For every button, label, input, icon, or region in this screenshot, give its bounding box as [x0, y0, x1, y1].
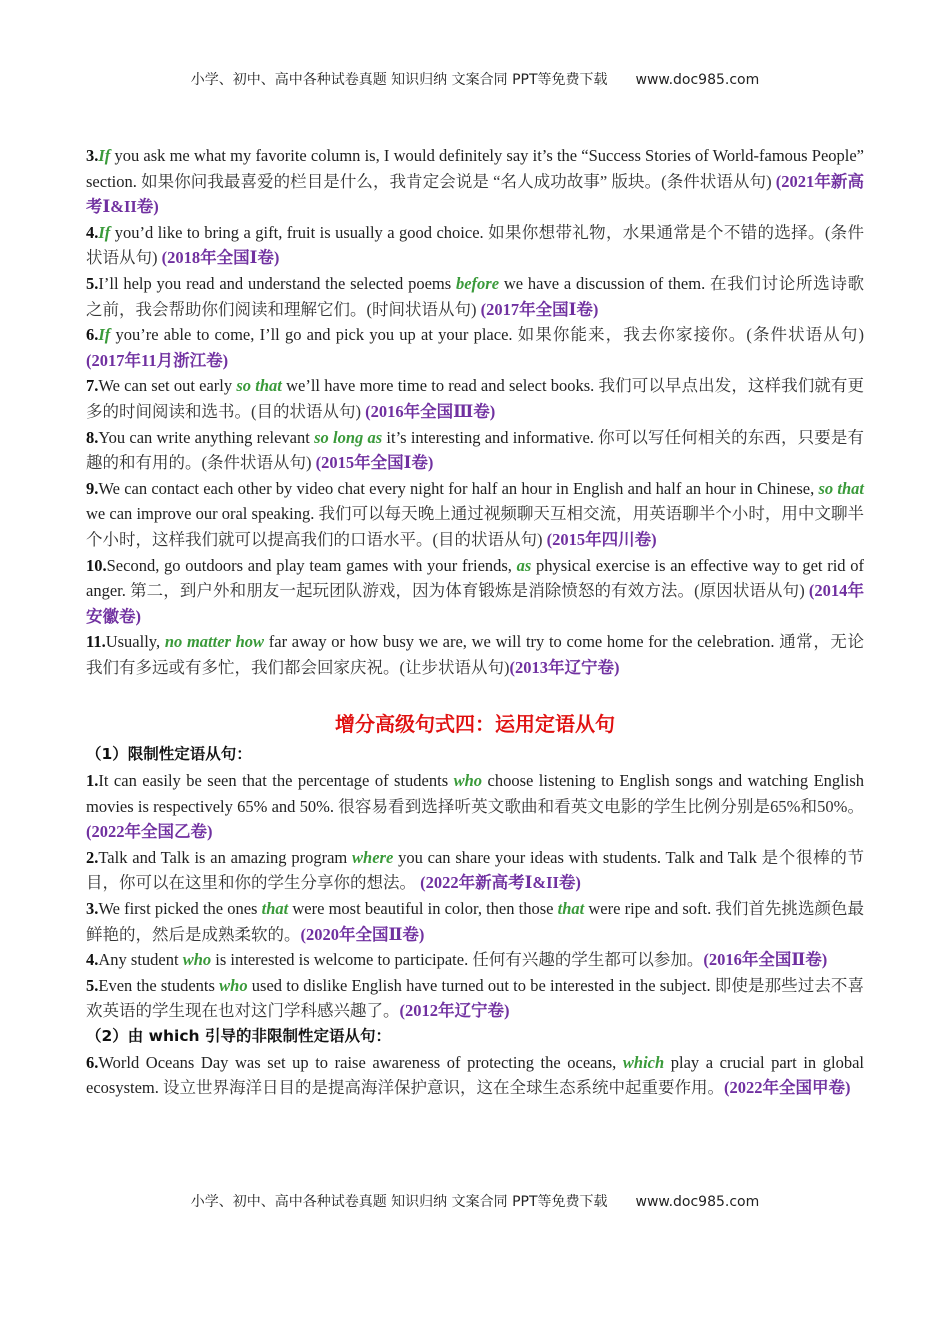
footer-banner: [0, 1191, 950, 1211]
item-keyword: before: [455, 273, 500, 293]
item-text: physical exercise is an effective way to get rid of anger.: [86, 555, 864, 601]
item-number: 4.: [86, 222, 99, 242]
item-number: 1.: [86, 771, 99, 791]
item-number: 9.: [86, 478, 99, 498]
header-banner-text: 小学、初中、高中各种试卷真题 知识归纳 文案合同 PPT等免费下载: [190, 72, 608, 88]
item-text: were most beautiful in color, then those: [288, 899, 558, 919]
header-banner-url[interactable]: www.doc985.com: [635, 72, 760, 88]
item-text: You can write anything relevant: [98, 427, 315, 447]
item-keyword: that: [557, 899, 585, 919]
item-text: World Oceans Day was set up to raise awareness of protecting the oceans,: [98, 1052, 623, 1072]
item-keyword: who: [219, 975, 248, 995]
item-number: 7.: [86, 376, 99, 396]
item-number: 3.: [86, 899, 99, 919]
item-translation: 我们可以每天晚上通过视频聊天互相交流，用英语聊半个小时，用中文聊半个小时，这样我们就可以提高我们的口语水平。(目的状语从句): [86, 504, 864, 549]
subsection-restrictive: （1）限制性定语从句：: [86, 745, 252, 764]
item-keyword: that: [261, 899, 289, 919]
item-number: 10.: [86, 555, 107, 575]
item-text: you’re able to come, I’ll go and pick you up at your place.: [110, 325, 518, 345]
example-item: [86, 896, 864, 947]
item-translation: 通常，无论我们有多远或有多忙，我们都会回家庆祝。(让步状语从句): [86, 632, 864, 677]
item-source: (2020年全国Ⅱ卷): [300, 924, 425, 944]
item-number: 5.: [86, 975, 99, 995]
item-keyword: as: [516, 555, 532, 575]
item-number: 8.: [86, 427, 99, 447]
item-number: 2.: [86, 847, 99, 867]
item-text: were ripe and soft.: [584, 899, 716, 919]
item-number: 3.: [86, 146, 99, 165]
item-text: play a crucial part in global ecosystem.: [86, 1052, 864, 1098]
example-item: [86, 553, 864, 630]
item-text: we can improve our oral speaking.: [86, 504, 319, 524]
item-source: (2013年辽宁卷): [509, 657, 620, 677]
item-source: (2015年四川卷): [546, 529, 657, 549]
item-text: Talk and Talk is an amazing program: [98, 847, 353, 867]
item-keyword: so that: [236, 376, 282, 396]
item-translation: 设立世界海洋日目的是提高海洋保护意识，这在全球生态系统中起重要作用。: [162, 1078, 724, 1098]
item-translation: 如果你能来，我去你家接你。(条件状语从句): [517, 325, 864, 345]
example-item: [86, 1050, 864, 1101]
item-source: (2016年全国Ⅲ卷): [365, 401, 496, 421]
item-text: you’d like to bring a gift, fruit is usually a good choice.: [110, 222, 489, 242]
example-item: [86, 947, 864, 973]
section-title: 增分高级句式四：运用定语从句: [335, 712, 615, 737]
example-item: [86, 973, 864, 1024]
item-text: Usually,: [105, 632, 165, 652]
item-text: We first picked the ones: [98, 899, 262, 919]
item-keyword: which: [622, 1052, 665, 1072]
item-number: 6.: [86, 325, 99, 345]
item-text: choose listening to English songs and watching English movies is respectively 65% and 50%.: [86, 771, 864, 816]
item-number: 11.: [86, 632, 106, 652]
item-text: it’s interesting and informative.: [382, 427, 599, 447]
item-source: (2022年新高考Ⅰ&II卷): [420, 873, 581, 893]
item-translation: 即使是那些过去不喜欢英语的学生现在也对这门学科感兴趣了。: [86, 975, 864, 1021]
example-item: [86, 271, 864, 322]
item-source: (2014年安徽卷): [86, 581, 864, 626]
example-item: [86, 768, 864, 845]
header-banner: [0, 69, 950, 89]
item-text: Any student: [98, 950, 183, 970]
example-item: [86, 629, 864, 680]
item-keyword: If: [98, 325, 111, 345]
item-translation: 是个很棒的节目，你可以在这里和你的学生分享你的想法。: [86, 847, 864, 893]
item-source: (2015年全国Ⅰ卷): [315, 453, 434, 473]
item-source: (2018年全国Ⅰ卷): [161, 248, 280, 268]
item-translation: 我们可以早点出发，这样我们就有更多的时间阅读和选书。(目的状语从句): [86, 376, 864, 421]
item-text: used to dislike English have turned out to be interested in the subject.: [247, 975, 715, 995]
item-text: I’ll help you read and understand the selected poems: [98, 273, 456, 293]
item-source: (2017年全国Ⅰ卷): [480, 299, 599, 319]
item-keyword: If: [98, 146, 111, 165]
item-keyword: If: [98, 222, 111, 242]
item-text: We can contact each other by video chat every night for half an hour in English and half an hour in Chinese,: [98, 478, 819, 498]
item-text: we’ll have more time to read and select books.: [281, 376, 599, 396]
item-translation: 第二，到户外和朋友一起玩团队游戏，因为体育锻炼是消除愤怒的有效方法。(原因状语从句): [130, 581, 809, 601]
item-source: (2016年全国Ⅱ卷): [703, 950, 828, 970]
item-source: (2022年全国甲卷): [723, 1078, 851, 1098]
footer-banner-url[interactable]: www.doc985.com: [635, 1194, 760, 1210]
example-item: [86, 845, 864, 896]
item-source: (2017年11月浙江卷): [86, 350, 229, 370]
item-source: (2012年辽宁卷): [399, 1001, 510, 1021]
item-number: 5.: [86, 273, 99, 293]
item-keyword: where: [352, 847, 394, 867]
item-number: 4.: [86, 950, 99, 970]
item-translation: 很容易看到选择听英文歌曲和看英文电影的学生比例分别是65%和50%。: [338, 796, 864, 816]
subsection-nonrestrictive: （2）由 which 引导的非限制性定语从句：: [86, 1027, 391, 1045]
footer-banner-text: 小学、初中、高中各种试卷真题 知识归纳 文案合同 PPT等免费下载: [190, 1194, 608, 1210]
item-source: (2021年新高考Ⅰ&II卷): [86, 171, 864, 217]
example-item: [86, 373, 864, 424]
item-translation: 在我们讨论所选诗歌之前，我会帮助你们阅读和理解它们。(时间状语从句): [86, 273, 864, 319]
example-item: [86, 220, 864, 271]
item-text: you can share your ideas with students. Talk and Talk: [393, 847, 762, 867]
item-text: we have a discussion of them.: [499, 273, 711, 293]
item-translation: 如果你问我最喜爱的栏目是什么，我肯定会说是 “名人成功故事” 版块。(条件状语从句): [141, 171, 776, 191]
item-keyword: who: [182, 950, 212, 970]
item-translation: 我们首先挑选颜色最鲜艳的，然后是成熟柔软的。: [86, 899, 864, 944]
item-number: 6.: [86, 1052, 99, 1072]
example-item: [86, 143, 864, 220]
item-keyword: so long as: [314, 427, 383, 447]
item-text: We can set out early: [98, 376, 237, 396]
item-text: It can easily be seen that the percentage of students: [98, 771, 454, 791]
item-keyword: so that: [818, 478, 864, 498]
item-text: is interested is welcome to participate.: [211, 950, 473, 970]
example-item: [86, 476, 864, 553]
item-translation: 如果你想带礼物，水果通常是个不错的选择。(条件状语从句): [86, 222, 864, 268]
example-item: [86, 425, 864, 476]
item-translation: 任何有兴趣的学生都可以参加。: [472, 950, 704, 970]
item-translation: 你可以写任何相关的东西，只要是有趣的和有用的。(条件状语从句): [86, 427, 864, 473]
item-keyword: who: [453, 771, 483, 791]
item-text: you ask me what my favorite column is, I would definitely say it’s the “Success Stories of World-famous People” section.: [86, 146, 864, 191]
item-source: (2022年全国乙卷): [86, 822, 213, 842]
example-item: [86, 322, 864, 373]
item-text: Even the students: [98, 975, 220, 995]
document-body: [86, 143, 864, 1101]
item-text: far away or how busy we are, we will try to come home for the celebration.: [264, 632, 780, 652]
item-keyword: no matter how: [164, 632, 265, 652]
item-text: Second, go outdoors and play team games with your friends,: [106, 555, 517, 575]
